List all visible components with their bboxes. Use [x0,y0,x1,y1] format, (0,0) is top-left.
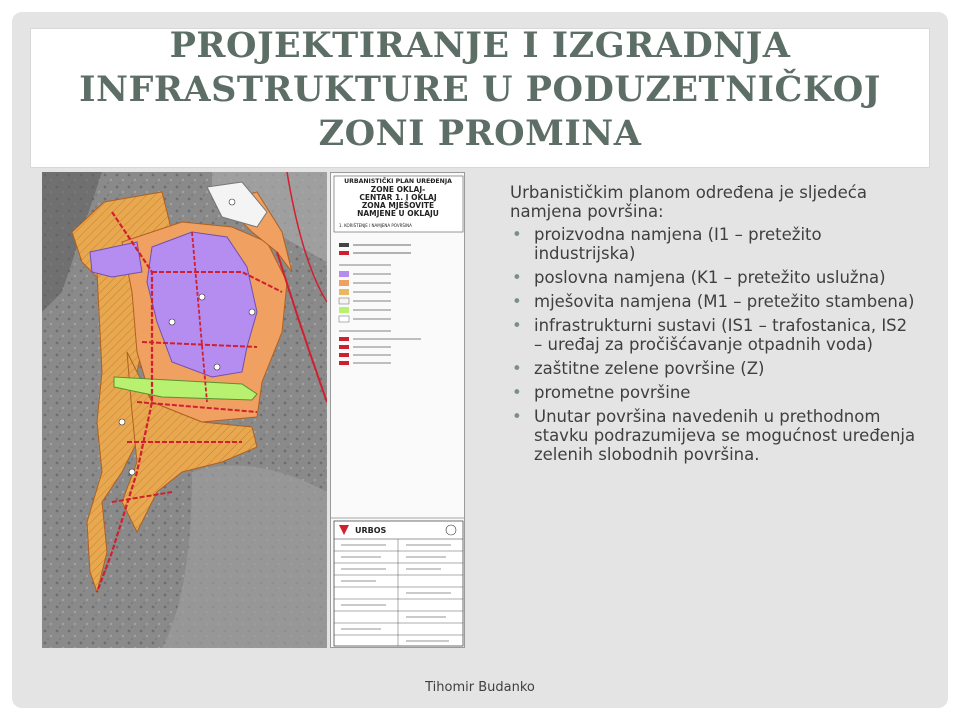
bullet-icon: • [512,316,522,335]
list-item [510,359,920,378]
legend-graphic [331,173,465,648]
legend-section-label: 1. KORIŠTENJE I NAMJENA POVRŠINA [339,223,412,228]
list-item-text: proizvodna namjena (I1 – pretežito industrijska) [534,225,822,263]
list-item [510,316,920,354]
list-item-text: prometne površine [534,383,691,402]
list-item [510,407,920,464]
footer-author: Tihomir Budanko [425,680,535,695]
bullet-icon: • [512,407,522,426]
legend-heading-1: URBANISTIČKI PLAN UREĐENJA [344,178,452,185]
legend-swatches [339,243,421,365]
list-item [510,292,920,311]
intro-text: Urbanističkim planom određena je sljedeća namjena površina: [510,183,867,221]
zoning-map-image [42,172,327,648]
legend-heading-3: CENTAR 1. I OKLAJ [359,193,437,202]
content-text [510,183,920,469]
title-line-2: INFRASTRUKTURE U PODUZETNIČKOJ [79,69,881,110]
list-item-text: infrastrukturni sustavi (IS1 – trafostanica, IS2 – uređaj za pročišćavanje otpadnih voda) [534,316,908,354]
list-item-text: mješovita namjena (M1 – pretežito stambena) [534,292,915,311]
bullet-icon: • [512,383,522,402]
zoning-map-graphic [42,172,327,648]
legend-heading-5: NAMJENE U OKLAJU [357,209,439,218]
title-line-3: ZONI PROMINA [318,113,642,154]
urbos-firm-name: URBOS [355,526,387,535]
list-item [510,225,920,263]
bullet-icon: • [512,359,522,378]
list-item [510,268,920,287]
bullet-icon: • [512,292,522,311]
title-block [334,521,463,646]
slide-title [40,24,920,156]
legend-heading-4: ZONA MJEŠOVITE [361,201,435,210]
zone-purpose-list [510,225,920,464]
plan-legend-sheet [330,172,465,648]
bullet-icon: • [512,268,522,287]
list-item-text: Unutar površina navedenih u prethodnom stavku podrazumijeva se mogućnost uređenja zelenih slobodnih površina. [534,407,916,464]
title-line-1: PROJEKTIRANJE I IZGRADNJA [169,25,791,66]
list-item-text: zaštitne zelene površine (Z) [534,359,765,378]
list-item [510,383,920,402]
bullet-icon: • [512,225,522,244]
legend-heading-2: ZONE OKLAJ- [370,185,426,194]
list-item-text: poslovna namjena (K1 – pretežito uslužna) [534,268,886,287]
